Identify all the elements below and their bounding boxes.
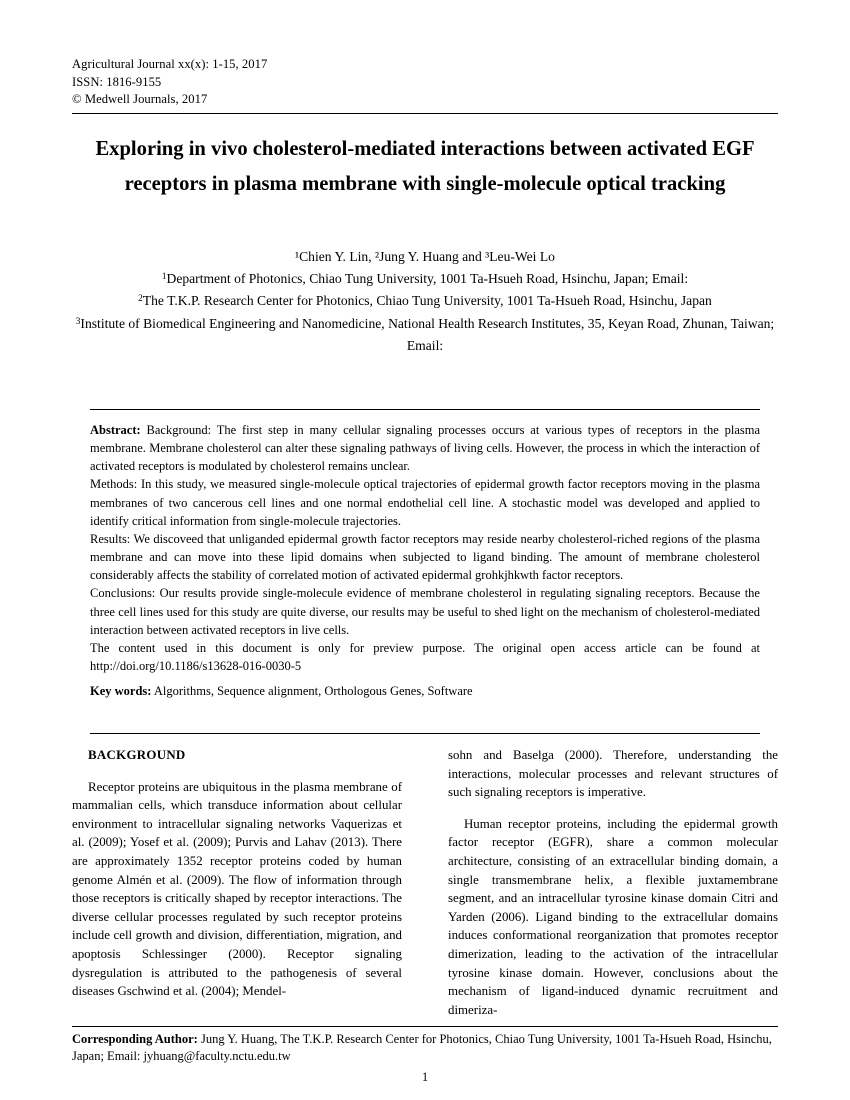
journal-copyright-line: © Medwell Journals, 2017: [72, 92, 208, 106]
abstract-block: [90, 421, 760, 700]
affiliation-1: [72, 268, 778, 290]
abstract-bottom-divider: [90, 733, 760, 734]
affiliation-2-text: The T.K.P. Research Center for Photonics, Chiao Tung University, 1001 Ta-Hsueh Road, Hsinchu, Japan: [142, 293, 712, 309]
affiliation-3-text: Institute of Biomedical Engineering and Nanomedicine, National Health Research Institutes, 35, Keyan Road, Zhunan, Taiwan; Email:: [80, 315, 775, 353]
section-heading-background: BACKGROUND: [88, 748, 186, 762]
abstract-background-paragraph: [90, 421, 760, 475]
author-line: ¹Chien Y. Lin, ²Jung Y. Huang and ³Leu-Wei Lo: [295, 249, 555, 264]
body-column-left: [72, 746, 402, 1001]
affiliation-marker-1: 1: [161, 271, 167, 282]
abstract-label: Abstract:: [90, 423, 141, 437]
affiliation-marker-2: 2: [138, 293, 143, 304]
abstract-conclusions-paragraph: Conclusions: Our results provide single-molecule evidence of membrane cholesterol in regulating signaling receptors. Because the three cell lines used for this study are quite diverse, our results may be useful to shed light on the mechanism of cholesterol-mediated interaction between activated receptors in live cells.: [90, 586, 760, 637]
keywords-text: Algorithms, Sequence alignment, Orthologous Genes, Software: [153, 684, 473, 699]
abstract-methods-paragraph: Methods: In this study, we measured single-molecule optical trajectories of epidermal growth factor receptors moving in the plasma membranes of two cancerous cell lines and one normal endothelial cell line. A stochastic model was developed and applied to identify critical information from single-molecule trajectories.: [90, 477, 760, 528]
journal-issn-line: ISSN: 1816-9155: [72, 74, 162, 89]
body-right-paragraph-2: Human receptor proteins, including the epidermal growth factor receptor (EGFR), share a common molecular architecture, consisting of an extracellular binding domain, a single transmembrane helix, a flexible juxtamembrane segment, and an intracellular tyrosine kinase domain Citri and Yarden (2006). Ligand binding to the extracellular domains induces conformational reorganization that promotes receptor dimerization, leading to the activation of the intracellular tyrosine kinase domain. However, conclusions about the mechanism of ligand-induced dynamic recruitment and dimeriza-: [448, 816, 778, 1017]
corresponding-author-label: Corresponding Author:: [72, 1032, 198, 1046]
page-number: 1: [421, 1070, 429, 1084]
keywords-label: Key words:: [90, 684, 152, 699]
body-left-paragraph-1: Receptor proteins are ubiquitous in the plasma membrane of mammalian cells, which transduce information about cellular environment to intracellular signaling networks Vaquerizas et al. (2009); Yosef et al. (2009); Purvis and Lahav (2013). There are approximately 1352 receptor proteins coded by human genome Almén et al. (2009). The flow of information through those receptors is critically shaped by receptor interactions. The diverse cellular processes regulated by such receptor proteins include cell growth and division, differentiation, migration, and apoptosis Schlessinger (2000). Receptor signaling dysregulation is attributed to the pathogenesis of several diseases Gschwind et al. (2004); Mendel-: [72, 779, 402, 999]
abstract-results-paragraph: Results: We discoveed that unliganded epidermal growth factor receptors may reside nearby cholesterol-riched regions of the plasma membrane and can move into these lipid domains when subjected to ligand binding. The amount of membrane cholesterol considerably affects the stability of correlated motion of activated epidermal grohkjhkwth factor receptors.: [90, 531, 760, 583]
affiliation-3: [72, 313, 778, 358]
page-title: Exploring in vivo cholesterol-mediated interactions between activated EGF receptors in plasma membrane with single-molecule optical tracking: [95, 138, 755, 195]
corresponding-author-block: [72, 1031, 778, 1066]
body-column-right: [448, 746, 778, 1019]
affiliation-block: [72, 268, 778, 357]
masthead-divider: [72, 113, 778, 114]
affiliation-2: [72, 290, 778, 312]
affiliation-marker-3: 3: [75, 315, 81, 326]
body-columns: [72, 746, 778, 1017]
body-right-paragraph-1: sohn and Baselga (2000). Therefore, understanding the interactions, molecular processes and relevant structures of such signaling receptors is imperative.: [448, 748, 778, 800]
journal-citation-line: Agricultural Journal xx(x): 1-15, 2017: [72, 57, 268, 71]
corresponding-author-text: Jung Y. Huang, The T.K.P. Research Center for Photonics, Chiao Tung University, 1001 Ta-Hsueh Road, Hsinchu, Japan; Email: jyhuang@faculty.nctu.edu.tw: [72, 1032, 772, 1064]
affiliation-1-text: Department of Photonics, Chiao Tung University, 1001 Ta-Hsueh Road, Hsinchu, Japan; Email:: [166, 271, 689, 286]
abstract-preview-note: The content used in this document is only for preview purpose. The original open access article can be found at http://doi.org/10.1186/s13628-016-0030-5: [90, 640, 760, 674]
keywords-paragraph: [90, 682, 760, 700]
journal-masthead: [72, 56, 778, 109]
abstract-background-text: Background: The first step in many cellular signaling processes occurs at various types of receptors in the plasma membrane. Membrane cholesterol can alter these signaling pathways of living cells. However, the process in which the interaction of activated receptors is modulated by cholesterol remains unclear.: [90, 423, 760, 474]
abstract-top-divider: [90, 409, 760, 410]
footer-divider: [72, 1026, 778, 1027]
